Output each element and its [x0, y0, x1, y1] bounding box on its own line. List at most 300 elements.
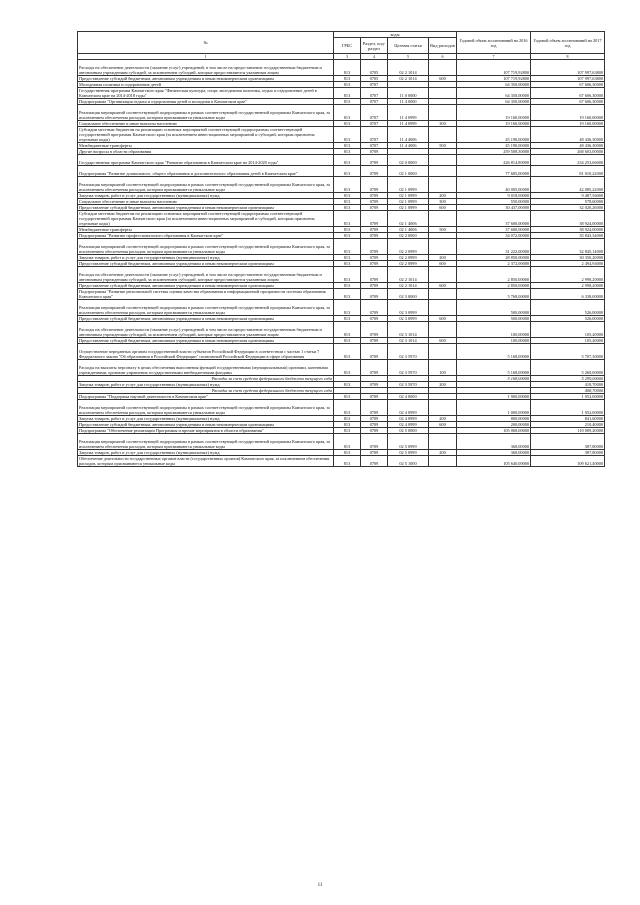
table-row	[78, 434, 605, 450]
row-amount-2017: 48 436,30000	[531, 143, 605, 149]
row-name: Субсидии местным бюджетам на реализацию основных мероприятий соответствующей подпрограммы соответствующей государственной программы Камчатского края (за исключением инвестиционных мероприятий и субсидий, которым присвоены отдельные коды)	[78, 211, 334, 227]
page-number: 11	[317, 883, 323, 888]
row-target-code: 02 2 1014	[388, 283, 429, 289]
row-amount-2016: 64 350,00000	[457, 88, 531, 99]
row-expense-code: 200	[429, 382, 457, 388]
row-grbs-code: 813	[334, 199, 361, 205]
row-target-code: 02 5 0000	[388, 428, 429, 434]
row-target-code: 02 4 0999	[388, 422, 429, 428]
row-section-code: 0709	[361, 450, 388, 456]
row-grbs-code: 813	[334, 227, 361, 233]
row-amount-2016: 34 072,00000	[457, 233, 531, 239]
row-name: Государственная программа Камчатского края "Развитие образования в Камчатском крае на 2014-2020 годы"	[78, 155, 334, 166]
row-name: Предоставление субсидий бюджетным, автономным учреждениям и иным некоммерческим организациям	[78, 283, 334, 289]
row-amount-2016: 107 719,92800	[457, 76, 531, 82]
row-amount-2016: 5 168,00000	[457, 344, 531, 360]
header-year-2017: Годовой объем ассигнований на 2017 год	[531, 32, 605, 54]
row-section-code: 0707	[361, 127, 388, 143]
row-grbs-code: 813	[334, 428, 361, 434]
row-target-code: 11 4 4006	[388, 127, 429, 143]
row-section-code: 0709	[361, 394, 388, 400]
row-amount-2017: 5 299,00000	[531, 376, 605, 382]
row-amount-2017: 408,70000	[531, 388, 605, 394]
row-amount-2017: 105,20000	[531, 322, 605, 338]
row-grbs-code: 813	[334, 127, 361, 143]
row-name: Межбюджетные трансферты	[78, 227, 334, 233]
row-amount-2016: 226 814,80000	[457, 155, 531, 166]
table-row	[78, 456, 605, 467]
row-amount-2016: 30 437,00000	[457, 205, 531, 211]
row-section-code: 0709	[361, 283, 388, 289]
row-grbs-code: 813	[334, 261, 361, 267]
row-amount-2016: 500,00000	[457, 300, 531, 316]
row-expense-code	[429, 267, 457, 283]
row-section-code: 0707	[361, 99, 388, 105]
row-section-code: 0709	[361, 205, 388, 211]
row-amount-2016: 64 350,00000	[457, 99, 531, 105]
row-expense-code: 300	[429, 199, 457, 205]
row-name: Реализация мероприятий соответствующей подпрограммы в рамках соответствующей государственной программы Камчатского края, за исключением обеспечения расходов, которым присваиваются уникальные коды	[78, 177, 334, 193]
row-section-code: 0709	[361, 193, 388, 199]
row-amount-2017: 210,40000	[531, 422, 605, 428]
row-grbs-code: 813	[334, 155, 361, 166]
row-name: Предоставление субсидий бюджетным, автономным учреждениям и иным некоммерческим организациям	[78, 261, 334, 267]
row-amount-2017: 32 845,14000	[531, 239, 605, 255]
row-expense-code	[429, 127, 457, 143]
row-expense-code: 200	[429, 450, 457, 456]
row-target-code: 02 1 4006	[388, 211, 429, 227]
row-amount-2017: 42 085,22000	[531, 177, 605, 193]
row-target-code: 02 3 1014	[388, 322, 429, 338]
header-number: №	[78, 32, 334, 54]
row-section-code: 0707	[361, 105, 388, 121]
row-amount-2016: 9 018,00000	[457, 193, 531, 199]
row-target-code: 11 4 0999	[388, 105, 429, 121]
row-amount-2016: 77 605,00000	[457, 166, 531, 177]
row-amount-2016: 37 600,00000	[457, 227, 531, 233]
row-name: Расходы за счет средств федерального бюджета текущего года	[78, 388, 334, 394]
row-amount-2016: 5 168,00000	[457, 376, 531, 382]
header-target-article: Целевая статья	[388, 38, 429, 54]
row-amount-2016: 19 160,00000	[457, 121, 531, 127]
row-target-code: 02 1 0999	[388, 205, 429, 211]
row-target-code: 02 4 0999	[388, 416, 429, 422]
row-amount-2017: 67 606,30000	[531, 82, 605, 88]
row-section-code: 0709	[361, 428, 388, 434]
row-target-code: 02 3 0999	[388, 316, 429, 322]
row-amount-2017: 19 160,00000	[531, 121, 605, 127]
row-grbs-code: 813	[334, 60, 361, 76]
row-name: Предоставление субсидий бюджетным, автономным учреждениям и иным некоммерческим организациям	[78, 422, 334, 428]
row-target-code: 02 3 0000	[388, 289, 429, 300]
row-amount-2016: 500,00000	[457, 316, 531, 322]
row-section-code: 0709	[361, 199, 388, 205]
budget-table-body	[78, 54, 605, 467]
table-row	[78, 155, 605, 166]
row-expense-code	[429, 155, 457, 166]
row-section-code: 0709	[361, 360, 388, 376]
row-expense-code: 600	[429, 422, 457, 428]
table-row	[78, 300, 605, 316]
row-amount-2016: 107 719,92800	[457, 60, 531, 76]
row-name: Государственная программа Камчатского края "Физическая культура, спорт, молодежная политика, отдых и оздоровление детей в Камчатском крае на 2014-2018 годы"	[78, 88, 334, 99]
row-amount-2017: 5 707,30000	[531, 344, 605, 360]
table-row	[78, 60, 605, 76]
row-name: Реализация мероприятий соответствующей подпрограммы в рамках соответствующей государственной программы Камчатского края, за исключением обеспечения расходов, которым присваиваются уникальные коды	[78, 239, 334, 255]
row-amount-2016: 259 508,30000	[457, 149, 531, 155]
row-section-code: 0709	[361, 382, 388, 388]
row-grbs-code: 813	[334, 283, 361, 289]
row-amount-2017: 35 843,34000	[531, 233, 605, 239]
row-target-code: 02 1 0999	[388, 199, 429, 205]
row-amount-2016: 5 168,00000	[457, 360, 531, 376]
row-expense-code	[429, 166, 457, 177]
row-target-code: 02 3 1014	[388, 338, 429, 344]
row-amount-2017: 387,80000	[531, 450, 605, 456]
column-number: 1	[78, 54, 334, 60]
row-target-code: 02 1 0999	[388, 193, 429, 199]
row-section-code: 0709	[361, 400, 388, 416]
row-expense-code: 500	[429, 227, 457, 233]
row-name: Подпрограмма "Развитие дошкольного, общего образования и дополнительного образования детей в Камчатском крае"	[78, 166, 334, 177]
table-row	[78, 360, 605, 376]
row-name: Подпрограмма "Поддержка научной деятельности в Камчатском крае"	[78, 394, 334, 400]
table-row	[78, 177, 605, 193]
row-name: Закупка товаров, работ и услуг для государственных (муниципальных) нужд	[78, 255, 334, 261]
row-name: Реализация мероприятий соответствующей подпрограммы в рамках соответствующей государственной программы Камчатского края, за исключением обеспечения расходов, которым присваиваются уникальные коды	[78, 400, 334, 416]
row-amount-2016: 368,00000	[457, 434, 531, 450]
row-section-code: 0705	[361, 60, 388, 76]
row-amount-2017: 1 052,00000	[531, 394, 605, 400]
row-grbs-code: 813	[334, 456, 361, 467]
row-name: Обеспечение деятельности государственных органов власти (государственных органов) Камчатского края, за исключением обеспечения расходов, которым присваиваются уникальные коды	[78, 456, 334, 467]
row-section-code: 0709	[361, 289, 388, 300]
row-amount-2017: 109 621,40000	[531, 456, 605, 467]
table-row	[78, 400, 605, 416]
budget-sheet	[77, 31, 604, 467]
row-target-code: 11 4 4006	[388, 143, 429, 149]
row-grbs-code: 813	[334, 434, 361, 450]
row-name: Подпрограмма "Организация отдыха и оздоровления детей и молодежи в Камчатском крае"	[78, 99, 334, 105]
row-target-code: 11 4 0000	[388, 99, 429, 105]
row-grbs-code: 813	[334, 316, 361, 322]
row-target-code: 02 3 5970	[388, 360, 429, 376]
row-grbs-code: 813	[334, 360, 361, 376]
row-amount-2016: 37 600,00000	[457, 211, 531, 227]
row-grbs-code: 813	[334, 149, 361, 155]
table-row	[78, 322, 605, 338]
row-name: Расходы на выплаты персоналу в целях обеспечения выполнения функций государственными (муниципальными) органами, казенными учреждениями, органами управления государственными внебюджетными фондами	[78, 360, 334, 376]
row-expense-code	[429, 239, 457, 255]
row-name: Закупка товаров, работ и услуг для государственных (муниципальных) нужд	[78, 193, 334, 199]
row-name: Предоставление субсидий бюджетным, автономным учреждениям и иным некоммерческим организациям	[78, 338, 334, 344]
row-name: Межбюджетные трансферты	[78, 143, 334, 149]
row-name: Расходы на обеспечение деятельности (оказание услуг) учреждений, в том числе на предоставление государственным бюджетным и автономным учреждениям субсидий, за исключением субсидий, которые предоставляются указанным лицам	[78, 267, 334, 283]
row-expense-code	[429, 322, 457, 338]
row-name: Реализация мероприятий соответствующей подпрограммы в рамках соответствующей государственной программы Камчатского края, за исключением обеспечения расходов, которым присваиваются уникальные коды	[78, 434, 334, 450]
row-name: Реализация мероприятий соответствующей подпрограммы в рамках соответствующей государственной программы Камчатского края, за исключением обеспечения расходов, которым присваиваются уникальные коды	[78, 105, 334, 121]
row-grbs-code: 813	[334, 99, 361, 105]
row-grbs-code: 813	[334, 143, 361, 149]
row-target-code: 02 3 0999	[388, 300, 429, 316]
row-name: Социальное обеспечение и иные выплаты населению	[78, 199, 334, 205]
column-number: 4	[361, 54, 388, 60]
column-number: 7	[457, 54, 531, 60]
row-grbs-code: 813	[334, 422, 361, 428]
row-section-code: 0709	[361, 300, 388, 316]
row-section-code: 0709	[361, 422, 388, 428]
row-expense-code: 200	[429, 416, 457, 422]
row-amount-2016: 100,00000	[457, 322, 531, 338]
row-expense-code	[429, 456, 457, 467]
row-amount-2016: 550,00000	[457, 199, 531, 205]
row-expense-code: 600	[429, 338, 457, 344]
row-expense-code: 600	[429, 261, 457, 267]
table-row	[78, 105, 605, 121]
header-codes: коды	[334, 32, 457, 38]
row-target-code: 02 1 0000	[388, 166, 429, 177]
row-amount-2016: 28 850,00000	[457, 255, 531, 261]
row-grbs-code: 813	[334, 105, 361, 121]
row-amount-2017: 234 253,66000	[531, 155, 605, 166]
row-target-code: 02 2 0999	[388, 239, 429, 255]
row-section-code: 0707	[361, 82, 388, 88]
row-amount-2017: 2 998,20000	[531, 267, 605, 283]
row-grbs-code: 813	[334, 88, 361, 99]
row-amount-2017: 2 494,94000	[531, 261, 605, 267]
row-grbs-code: 813	[334, 344, 361, 360]
row-target-code: 02 5 0999	[388, 434, 429, 450]
row-grbs-code: 813	[334, 211, 361, 227]
row-expense-code	[429, 400, 457, 416]
row-section-code: 0709	[361, 316, 388, 322]
row-amount-2016: 5 768,00000	[457, 289, 531, 300]
row-expense-code	[429, 344, 457, 360]
row-target-code: 02 2 1014	[388, 267, 429, 283]
row-name: Расходы на обеспечение деятельности (оказание услуг) учреждений, в том числе на предоставление государственным бюджетным и автономным учреждениям субсидий, за исключением субсидий, которые предоставляются указанным лицам	[78, 60, 334, 76]
row-amount-2017: 387,80000	[531, 434, 605, 450]
row-expense-code: 600	[429, 283, 457, 289]
row-grbs-code: 813	[334, 450, 361, 456]
row-section-code: 0709	[361, 255, 388, 261]
row-amount-2017: 30 350,20000	[531, 255, 605, 261]
row-target-code: 02 0 0000	[388, 155, 429, 166]
row-amount-2016: 31 222,00000	[457, 239, 531, 255]
row-amount-2016: 2 372,00000	[457, 261, 531, 267]
row-amount-2016: 45 190,00000	[457, 143, 531, 149]
row-section-code: 0709	[361, 166, 388, 177]
row-name: Социальное обеспечение и иные выплаты населению	[78, 121, 334, 127]
row-section-code: 0709	[361, 155, 388, 166]
row-amount-2016: 200,00000	[457, 422, 531, 428]
row-amount-2017: 32 020,26000	[531, 205, 605, 211]
row-grbs-code: 813	[334, 82, 361, 88]
row-name: Подпрограмма "Развитие профессионального образования в Камчатском крае"	[78, 233, 334, 239]
row-section-code: 0707	[361, 121, 388, 127]
row-name: Предоставление субсидий бюджетным, автономным учреждениям и иным некоммерческим организациям	[78, 316, 334, 322]
row-target-code: 02 1 4006	[388, 227, 429, 233]
row-section-code: 0709	[361, 344, 388, 360]
row-amount-2017: 418,70000	[531, 382, 605, 388]
row-section-code: 0705	[361, 76, 388, 82]
row-name: Подпрограмма "Развитие региональной системы оценки качества образования и информационной прозрачности системы образования Камчатского края"	[78, 289, 334, 300]
row-target-code: 02 2 0999	[388, 261, 429, 267]
row-amount-2016: 19 160,00000	[457, 105, 531, 121]
table-row	[78, 88, 605, 99]
row-target-code: 02 2 0999	[388, 255, 429, 261]
row-target-code: 02 3 5970	[388, 382, 429, 388]
row-expense-code: 300	[429, 121, 457, 127]
row-expense-code	[429, 300, 457, 316]
row-target-code: 02 2 0000	[388, 233, 429, 239]
row-amount-2017: 19 160,00000	[531, 105, 605, 121]
column-number: 6	[429, 54, 457, 60]
row-name: Закупка товаров, работ и услуг для государственных (муниципальных) нужд	[78, 382, 334, 388]
row-grbs-code: 813	[334, 267, 361, 283]
row-target-code: 11 4 0999	[388, 121, 429, 127]
row-section-code: 0709	[361, 227, 388, 233]
row-amount-2016: 1 900,00000	[457, 394, 531, 400]
row-name: Предоставление субсидий бюджетным, автономным учреждениям и иным некоммерческим организациям	[78, 76, 334, 82]
row-grbs-code: 813	[334, 394, 361, 400]
row-amount-2016: 105 640,00000	[457, 456, 531, 467]
column-number: 8	[531, 54, 605, 60]
row-amount-2017: 5 260,00000	[531, 360, 605, 376]
row-expense-code	[429, 88, 457, 99]
table-row	[78, 211, 605, 227]
budget-table	[77, 31, 605, 467]
row-grbs-code: 813	[334, 416, 361, 422]
table-row	[78, 344, 605, 360]
header-razdel: Раздел, под- раздел	[361, 38, 388, 54]
row-grbs-code: 813	[334, 255, 361, 261]
row-section-code: 0709	[361, 211, 388, 227]
row-section-code: 0709	[361, 456, 388, 467]
column-number: 5	[388, 54, 429, 60]
row-grbs-code: 813	[334, 177, 361, 193]
row-grbs-code: 813	[334, 322, 361, 338]
row-amount-2016: 105 068,00000	[457, 428, 531, 434]
row-amount-2017: 9 487,56000	[531, 193, 605, 199]
row-grbs-code: 813	[334, 193, 361, 199]
row-section-code: 0709	[361, 434, 388, 450]
table-row	[78, 267, 605, 283]
row-target-code: 02 3 5970	[388, 344, 429, 360]
row-expense-code	[429, 211, 457, 227]
table-row	[78, 166, 605, 177]
row-target-code: 02 2 1014	[388, 60, 429, 76]
row-amount-2017: 48 436,30000	[531, 127, 605, 143]
row-amount-2017: 841,60000	[531, 416, 605, 422]
row-grbs-code: 813	[334, 300, 361, 316]
row-grbs-code: 813	[334, 166, 361, 177]
row-expense-code	[429, 289, 457, 300]
row-section-code: 0709	[361, 322, 388, 338]
row-expense-code	[429, 177, 457, 193]
row-target-code: 02 2 1014	[388, 76, 429, 82]
row-target-code: 02 4 0000	[388, 394, 429, 400]
row-name: Другие вопросы в области образования	[78, 149, 334, 155]
table-row	[78, 127, 605, 143]
row-name: Расходы на обеспечение деятельности (оказание услуг) учреждений, в том числе на предоставление государственным бюджетным и автономным учреждениям субсидий, за исключением субсидий, которые предоставляются указанным лицам	[78, 322, 334, 338]
row-amount-2017: 107 997,63800	[531, 76, 605, 82]
row-amount-2017: 110 009,20000	[531, 428, 605, 434]
row-amount-2016: 2 850,00000	[457, 267, 531, 283]
row-amount-2017: 526,00000	[531, 300, 605, 316]
row-amount-2016: 2 850,00000	[457, 283, 531, 289]
table-row	[78, 239, 605, 255]
row-amount-2017: 38 924,00000	[531, 227, 605, 233]
row-grbs-code: 813	[334, 76, 361, 82]
row-section-code: 0709	[361, 267, 388, 283]
row-grbs-code: 813	[334, 121, 361, 127]
row-section-code: 0709	[361, 416, 388, 422]
header-grbs: ГРБС	[334, 38, 361, 54]
row-expense-code: 600	[429, 205, 457, 211]
row-grbs-code: 813	[334, 233, 361, 239]
table-row	[78, 289, 605, 300]
row-section-code: 0709	[361, 338, 388, 344]
row-name: Осуществление переданных органам государственной власти субъектов Российской Федерации в соответствии с частью 1 статьи 7 Федерального закона "Об образовании в Российской Федерации" полномочий Российской Федерации в сфере образования	[78, 344, 334, 360]
row-name: Молодежная политика и оздоровление детей	[78, 82, 334, 88]
row-target-code: 02 5 0999	[388, 450, 429, 456]
row-amount-2017: 67 606,30000	[531, 88, 605, 99]
row-grbs-code: 813	[334, 239, 361, 255]
row-amount-2017: 2 998,20000	[531, 283, 605, 289]
row-expense-code: 500	[429, 143, 457, 149]
header-year-2016: Годовой объем ассигнований на 2016 год	[457, 32, 531, 54]
row-expense-code: 600	[429, 76, 457, 82]
row-name: Закупка товаров, работ и услуг для государственных (муниципальных) нужд	[78, 450, 334, 456]
row-amount-2016: 45 190,00000	[457, 127, 531, 143]
row-name: Субсидии местным бюджетам на реализацию основных мероприятий соответствующей подпрограммы соответствующей государственной программы Камчатского края (за исключением инвестиционных мероприятий и субсидий, которым присвоены отдельные коды)	[78, 127, 334, 143]
row-amount-2016: 40 005,00000	[457, 177, 531, 193]
row-grbs-code: 813	[334, 289, 361, 300]
row-amount-2017: 107 997,63800	[531, 60, 605, 76]
row-amount-2017: 81 010,22000	[531, 166, 605, 177]
row-amount-2017: 105,20000	[531, 338, 605, 344]
row-target-code: 02 4 0999	[388, 400, 429, 416]
row-name: Предоставление субсидий бюджетным, автономным учреждениям и иным некоммерческим организациям	[78, 205, 334, 211]
row-amount-2017: 1 052,00000	[531, 400, 605, 416]
column-number: 3	[334, 54, 361, 60]
row-target-code: 02 5 1000	[388, 456, 429, 467]
row-expense-code	[429, 434, 457, 450]
row-grbs-code: 813	[334, 400, 361, 416]
row-grbs-code: 813	[334, 338, 361, 344]
row-name: Подпрограмма "Обеспечение реализации Программы и прочие мероприятия в области образования"	[78, 428, 334, 434]
row-section-code: 0709	[361, 177, 388, 193]
row-amount-2017: 38 924,00000	[531, 211, 605, 227]
row-expense-code: 200	[429, 255, 457, 261]
row-section-code: 0709	[361, 233, 388, 239]
row-amount-2016: 100,00000	[457, 338, 531, 344]
row-name: Закупка товаров, работ и услуг для государственных (муниципальных) нужд	[78, 416, 334, 422]
row-grbs-code: 813	[334, 382, 361, 388]
row-section-code: 0709	[361, 149, 388, 155]
row-expense-code: 100	[429, 360, 457, 376]
header-expense-type: Вид расходов	[429, 38, 457, 54]
row-section-code: 0709	[361, 261, 388, 267]
row-name: Реализация мероприятий соответствующей подпрограммы в рамках соответствующей государственной программы Камчатского края, за исключением обеспечения расходов, которым присваиваются уникальные коды	[78, 300, 334, 316]
row-expense-code	[429, 60, 457, 76]
row-section-code: 0707	[361, 143, 388, 149]
row-target-code: 02 1 0999	[388, 177, 429, 193]
row-amount-2017: 578,60000	[531, 199, 605, 205]
row-amount-2016: 368,00000	[457, 450, 531, 456]
row-section-code: 0709	[361, 239, 388, 255]
row-amount-2016: 800,00000	[457, 416, 531, 422]
